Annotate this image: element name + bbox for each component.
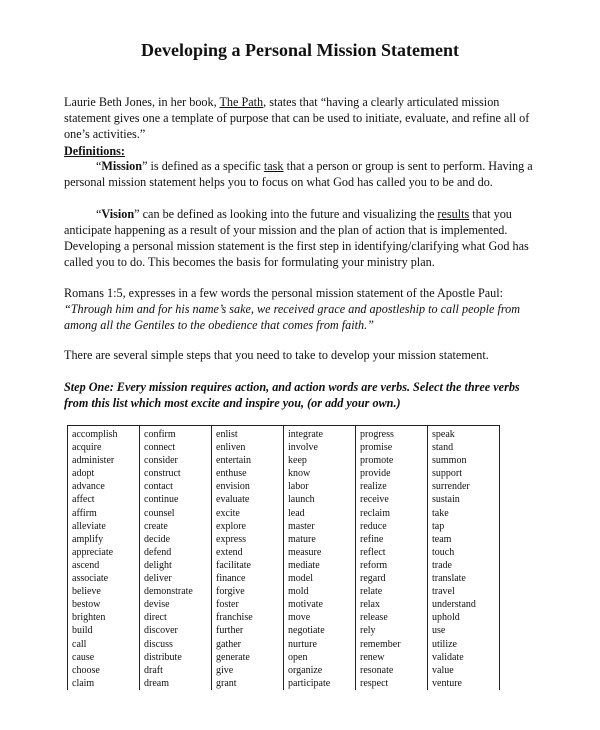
verb-item: accomplish xyxy=(72,429,118,440)
verb-item: receive xyxy=(360,494,389,506)
verb-item: demonstrate xyxy=(144,586,193,598)
verb-item: model xyxy=(288,573,313,585)
romans-text: Romans 1:5, expresses in a few words the personal mission statement of the Apostle Paul: xyxy=(64,286,504,300)
verb-item: venture xyxy=(432,677,462,689)
verb-item: build xyxy=(72,625,93,637)
verb-item: tap xyxy=(432,520,445,532)
verb-item: claim xyxy=(72,677,95,689)
mission-text-start: ” is defined as a specific xyxy=(142,159,264,173)
verb-item: launch xyxy=(288,494,315,506)
verb-item: promote xyxy=(360,455,394,467)
verb-item: envision xyxy=(216,481,250,493)
verb-item: keep xyxy=(288,455,307,467)
verb-item: ascend xyxy=(72,559,100,571)
verb-item: affirm xyxy=(72,507,97,519)
verb-item: relate xyxy=(360,586,383,598)
verb-item: organize xyxy=(288,664,323,676)
verb-item: affect xyxy=(72,494,95,506)
verb-item: devise xyxy=(144,599,170,611)
verb-item: distribute xyxy=(144,651,182,663)
verb-item: sustain xyxy=(432,494,460,506)
intro-paragraph xyxy=(64,94,539,142)
verb-item: extend xyxy=(216,546,243,558)
definitions-heading-line xyxy=(64,143,539,159)
verb-item: decide xyxy=(144,533,171,545)
verb-item: mediate xyxy=(288,559,320,571)
verb-item: finance xyxy=(216,573,246,585)
mission-task-word: task xyxy=(263,159,284,173)
vision-text-end: that you anticipate happening as a result of your mission and the plan of action that is implemented. Developing a personal mission statement is the first step in identifying/clarifying what God has called you to do. This becomes the basis for formulating your ministry plan. xyxy=(64,207,529,269)
verb-item: uphold xyxy=(432,612,460,624)
verb-item: translate xyxy=(432,573,466,585)
verb-item: direct xyxy=(144,612,167,624)
verb-item: foster xyxy=(216,599,239,611)
verb-item: alleviate xyxy=(72,520,106,532)
verb-item: reduce xyxy=(360,520,387,532)
verb-item: integrate xyxy=(288,429,323,440)
verb-item: understand xyxy=(432,599,476,611)
steps-intro: There are several simple steps that you need to take to develop your mission statement. xyxy=(64,348,489,362)
verb-item: give xyxy=(216,664,234,676)
verb-item: know xyxy=(288,468,311,480)
verb-item: involve xyxy=(288,442,318,454)
intro-text-start: Laurie Beth Jones, in her book, xyxy=(64,95,220,109)
verb-list-table xyxy=(67,425,500,690)
verb-item: regard xyxy=(360,573,386,585)
verb-item: surrender xyxy=(432,481,470,493)
verb-item: renew xyxy=(360,651,385,663)
verb-column xyxy=(428,426,500,690)
document-title: Developing a Personal Mission Statement xyxy=(141,40,459,60)
verb-item: touch xyxy=(432,546,455,558)
verb-item: advance xyxy=(72,481,105,493)
verb-item: defend xyxy=(144,546,172,558)
verb-item: delight xyxy=(144,559,172,571)
verb-item: bestow xyxy=(72,599,101,611)
verb-item: rely xyxy=(360,625,376,637)
verb-item: adopt xyxy=(72,468,95,480)
verb-item: trade xyxy=(432,559,452,571)
verb-item: resonate xyxy=(360,664,394,676)
verb-item: discuss xyxy=(144,638,173,650)
verb-column xyxy=(356,426,428,690)
verb-item: counsel xyxy=(144,507,175,519)
verb-item: summon xyxy=(432,455,467,467)
verb-item: confirm xyxy=(144,429,176,440)
verb-item: appreciate xyxy=(72,546,114,558)
vision-text-start: ” can be defined as looking into the future and visualizing the xyxy=(134,207,438,221)
definitions-heading: Definitions: xyxy=(64,144,125,158)
verb-item: draft xyxy=(144,664,163,676)
verb-item: excite xyxy=(216,507,240,519)
verb-item: call xyxy=(72,638,87,650)
verb-item: explore xyxy=(216,520,246,532)
verb-item: connect xyxy=(144,442,176,454)
verb-item: mature xyxy=(288,533,316,545)
verb-item: motivate xyxy=(288,599,323,611)
verb-item: reflect xyxy=(360,546,386,558)
verb-column xyxy=(284,426,356,690)
mission-definition xyxy=(64,158,539,190)
verb-item: nurture xyxy=(288,638,317,650)
verb-item: move xyxy=(288,612,311,624)
verb-item: measure xyxy=(288,546,322,558)
verb-item: choose xyxy=(72,664,100,676)
verb-item: travel xyxy=(432,586,455,598)
verb-item: relax xyxy=(360,599,380,611)
verb-item: progress xyxy=(360,429,394,440)
verb-item: open xyxy=(288,651,308,663)
verb-item: speak xyxy=(432,429,455,440)
intro-text-end: , states that “having a clearly articulated mission statement gives one a template of purpose that can be used to initiate, evaluate, and refine all of one’s activities.” xyxy=(64,95,530,141)
verb-item: refine xyxy=(360,533,384,545)
verb-item: further xyxy=(216,625,244,637)
verb-item: support xyxy=(432,468,462,480)
verb-item: forgive xyxy=(216,586,245,598)
verb-item: remember xyxy=(360,638,401,650)
verb-item: entertain xyxy=(216,455,251,467)
verb-item: lead xyxy=(288,507,305,519)
verb-item: use xyxy=(432,625,446,637)
verb-column xyxy=(68,426,140,690)
verb-item: participate xyxy=(288,677,331,689)
verb-item: construct xyxy=(144,468,181,480)
mission-text-end: that a person or group is sent to perform. Having a personal mission statement helps you to focus on what God has called you to be and do. xyxy=(64,159,533,189)
verb-item: enliven xyxy=(216,442,246,454)
verb-item: administer xyxy=(72,455,115,467)
verb-item: take xyxy=(432,507,449,519)
vision-term: Vision xyxy=(101,207,135,221)
verb-item: contact xyxy=(144,481,173,493)
mission-term: Mission xyxy=(101,159,143,173)
verb-item: provide xyxy=(360,468,391,480)
verb-item: discover xyxy=(144,625,178,637)
verb-table-row xyxy=(68,426,500,690)
verb-item: express xyxy=(216,533,246,545)
step-one-instructions: Step One: Every mission requires action, and action words are verbs. Select the three verbs from this list which most excite and inspire you, (or add your own.) xyxy=(64,380,520,410)
verb-item: franchise xyxy=(216,612,253,624)
verb-item: utilize xyxy=(432,638,457,650)
verb-item: promise xyxy=(360,442,393,454)
verb-item: generate xyxy=(216,651,250,663)
verb-item: create xyxy=(144,520,168,532)
verb-item: negotiate xyxy=(288,625,325,637)
verb-item: acquire xyxy=(72,442,102,454)
romans-quote: “Through him and for his name’s sake, we received grace and apostleship to call people from among all the Gentiles to the obedience that comes from faith.” xyxy=(64,302,521,332)
verb-item: facilitate xyxy=(216,559,251,571)
verb-item: enthuse xyxy=(216,468,247,480)
verb-item: gather xyxy=(216,638,241,650)
verb-item: respect xyxy=(360,677,389,689)
verb-item: stand xyxy=(432,442,454,454)
verb-item: master xyxy=(288,520,315,532)
verb-item: reclaim xyxy=(360,507,390,519)
verb-item: continue xyxy=(144,494,179,506)
verb-item: release xyxy=(360,612,388,624)
verb-item: associate xyxy=(72,573,109,585)
verb-item: grant xyxy=(216,677,237,689)
verb-item: deliver xyxy=(144,573,172,585)
verb-item: labor xyxy=(288,481,309,493)
verb-item: validate xyxy=(432,651,464,663)
book-title: The Path xyxy=(219,95,264,109)
verb-item: enlist xyxy=(216,429,238,440)
verb-item: cause xyxy=(72,651,95,663)
vision-results-word: results xyxy=(437,207,470,221)
mission-open-quote: “ xyxy=(96,159,102,173)
verb-column xyxy=(212,426,284,690)
vision-definition xyxy=(64,206,539,270)
verb-item: dream xyxy=(144,677,169,689)
verb-item: reform xyxy=(360,559,388,571)
verb-item: evaluate xyxy=(216,494,250,506)
verb-item: value xyxy=(432,664,454,676)
verb-column xyxy=(140,426,212,690)
verb-item: realize xyxy=(360,481,387,493)
verb-item: brighten xyxy=(72,612,106,624)
verb-item: consider xyxy=(144,455,178,467)
verb-item: believe xyxy=(72,586,101,598)
romans-paragraph xyxy=(64,285,539,333)
verb-item: mold xyxy=(288,586,309,598)
verb-item: team xyxy=(432,533,452,545)
verb-item: amplify xyxy=(72,533,104,545)
vision-open-quote: “ xyxy=(96,207,102,221)
